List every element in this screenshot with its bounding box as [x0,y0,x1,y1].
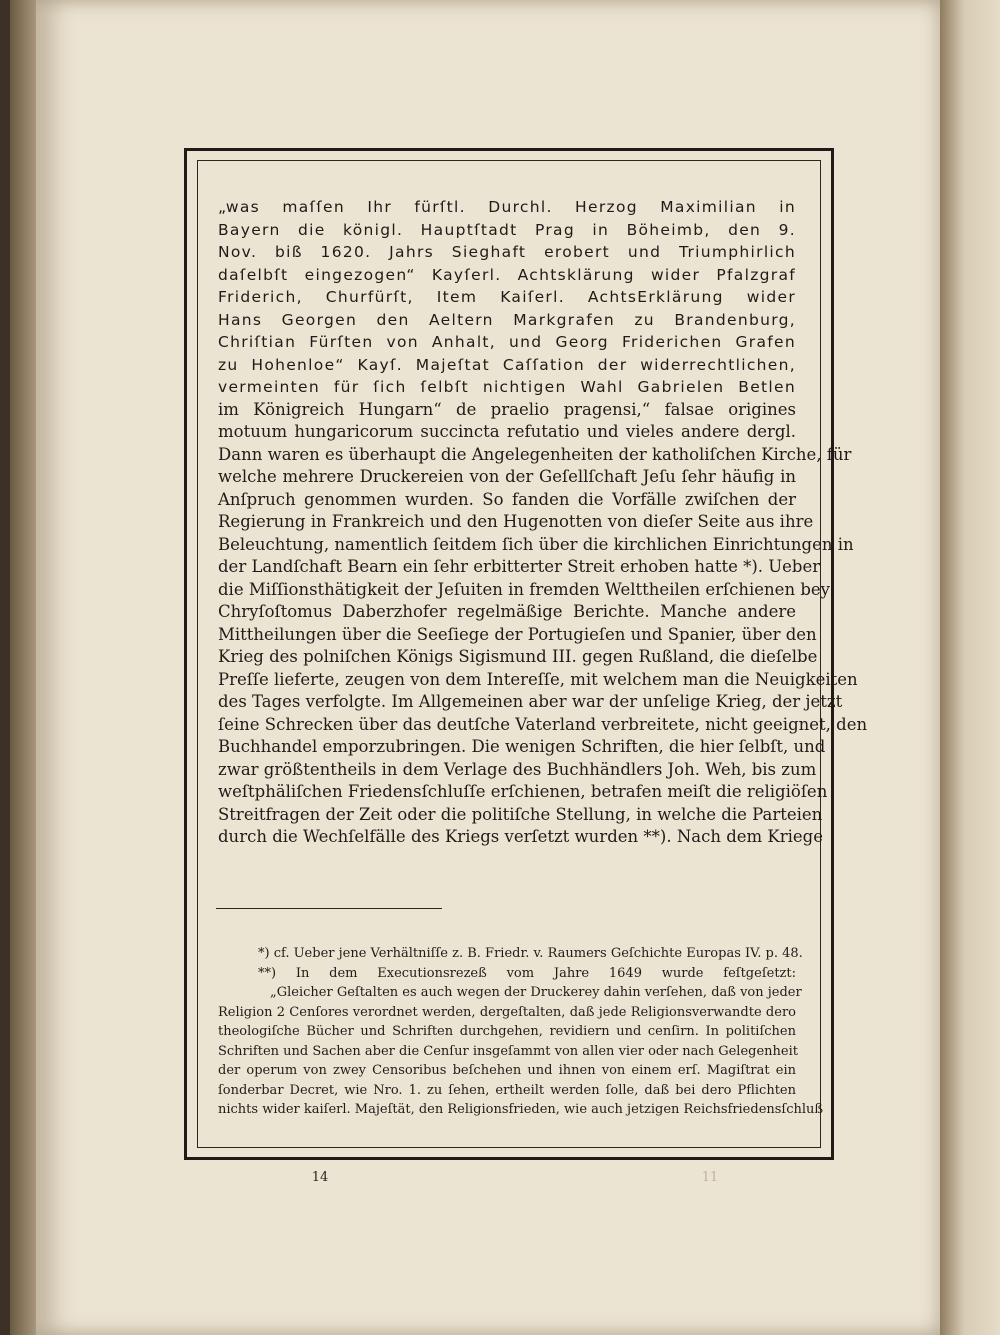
body-line: Mittheilungen über die Seeſiege der Portugieſen und Spanier, über den [218,624,817,644]
footnote-line: Religion 2 Cenſores verordnet werden, dergeſtalten, daß jede Religionsverwandte dero [218,1004,796,1020]
body-line: die Miſſionsthätigkeit der Jeſuiten in fremden Welttheilen erſchienen bey [218,579,830,599]
body-line: Beleuchtung, namentlich ſeitdem ſich über die kirchlichen Einrichtungen in [218,534,854,554]
body-line: durch die Wechſelfälle des Kriegs verſetzt wurden **). Nach dem Kriege [218,827,824,846]
footnote-line: ſonderbar Decret, wie Nro. 1. zu ſehen, ertheilt werden ſolle, daß bei dero Pflichten [218,1082,796,1098]
body-line: Regierung in Frankreich und den Hugenotten von dieſer Seite aus ihre [218,512,814,531]
body-line: Streitfragen der Zeit oder die politiſche Stellung, in welche die Parteien [218,804,823,824]
body-line: vermeinten für ſich ſelbſt nichtigen Wahl Gabrielen Betlen [218,378,796,396]
footnote-line: „Gleicher Geſtalten es auch wegen der Druckerey dahin verſehen, daß von jeder [270,985,802,1000]
footnote-rule [216,908,442,909]
body-line: Krieg des polniſchen Königs Sigismund III. gegen Rußland, die dieſelbe [218,647,818,666]
body-line: daſelbſt eingezogen“ Kayſerl. Achtsklärung wider Pfalzgraf [218,265,796,284]
body-line: „was maſſen Ihr fürſtl. Durchl. Herzog Maximilian in [218,198,796,216]
footnote-line: theologiſche Bücher und Schriften durchgehen, revidiern und cenſirn. In politiſchen [218,1024,796,1039]
footnote-line: der operum von zwey Censoribus beſchehen und ihnen von einem erſ. Magiſtrat ein [218,1063,796,1078]
page-number: 14 [311,1170,329,1185]
body-line: Preſſe lieferte, zeugen von dem Intereſſe, mit welchem man die Neuigkeiten [218,669,858,689]
body-line: zwar größtentheils in dem Verlage des Buchhändlers Joh. Weh, bis zum [218,759,817,779]
body-line: ſeine Schrecken über das deutſche Vaterland verbreitete, nicht geeignet, den [218,714,868,734]
body-line: Bayern die königl. Hauptſtadt Prag in Böheimb, den 9. [218,220,796,239]
show-through-page-number: 11 [701,1170,719,1185]
body-line: der Landſchaft Bearn ein ſehr erbitterter Streit erhoben hatte *). Ueber [218,557,821,576]
footnotes [218,944,824,1120]
body-line: Hans Georgen den Aeltern Markgrafen zu Brandenburg, [218,310,796,329]
body-line: Nov. biß 1620. Jahrs Sieghaft erobert und Triumphirlich [218,243,796,261]
body-text [218,196,868,849]
body-line: motuum hungaricorum succincta refutatio und vieles andere dergl. [218,422,796,441]
body-line: im Königreich Hungarn“ de praelio pragensi,“ falsae origines [218,399,796,419]
footnote-line: Schriften und Sachen aber die Cenſur insgeſammt von allen vier oder nach Gelegenheit [218,1043,798,1059]
footnote-line: *) cf. Ueber jene Verhältniſſe z. B. Friedr. v. Raumers Geſchichte Europas IV. p. 48. [258,946,803,961]
body-line: zu Hohenloe“ Kayſ. Majeſtat Caſſation der widerrechtlichen, [218,355,796,374]
body-line: Anſpruch genommen wurden. So fanden die Vorfälle zwiſchen der [218,489,796,509]
body-line: Chriſtian Fürſten von Anhalt, und Georg Friderichen Grafen [218,333,796,351]
body-line: des Tages verfolgte. Im Allgemeinen aber war der unſelige Krieg, der jetzt [218,692,843,711]
footnote-line: **) In dem Executionsrezeß vom Jahre 1649 wurde feſtgeſetzt: [258,965,796,981]
body-line: Friderich, Churfürſt, Item Kaiſerl. AchtsErklärung wider [218,288,796,306]
body-line: weſtphäliſchen Friedensſchluſſe erſchienen, betrafen meiſt die religiöſen [218,782,828,801]
body-line: Buchhandel emporzubringen. Die wenigen Schriften, die hier ſelbſt, und [218,737,826,756]
body-line: Dann waren es überhaupt die Angelegenheiten der katholiſchen Kirche, für [218,444,852,464]
body-line: Chryſoſtomus Daberzhofer regelmäßige Berichte. Manche andere [218,602,796,621]
next-page-edge [940,0,1000,1335]
footnote-line: nichts wider kaiſerl. Majeſtät, den Religionsfrieden, wie auch jetzigen Reichsfriedensſchluß [218,1102,824,1117]
body-line: welche mehrere Druckereien von der Geſellſchaft Jeſu ſehr häufig in [218,467,796,486]
